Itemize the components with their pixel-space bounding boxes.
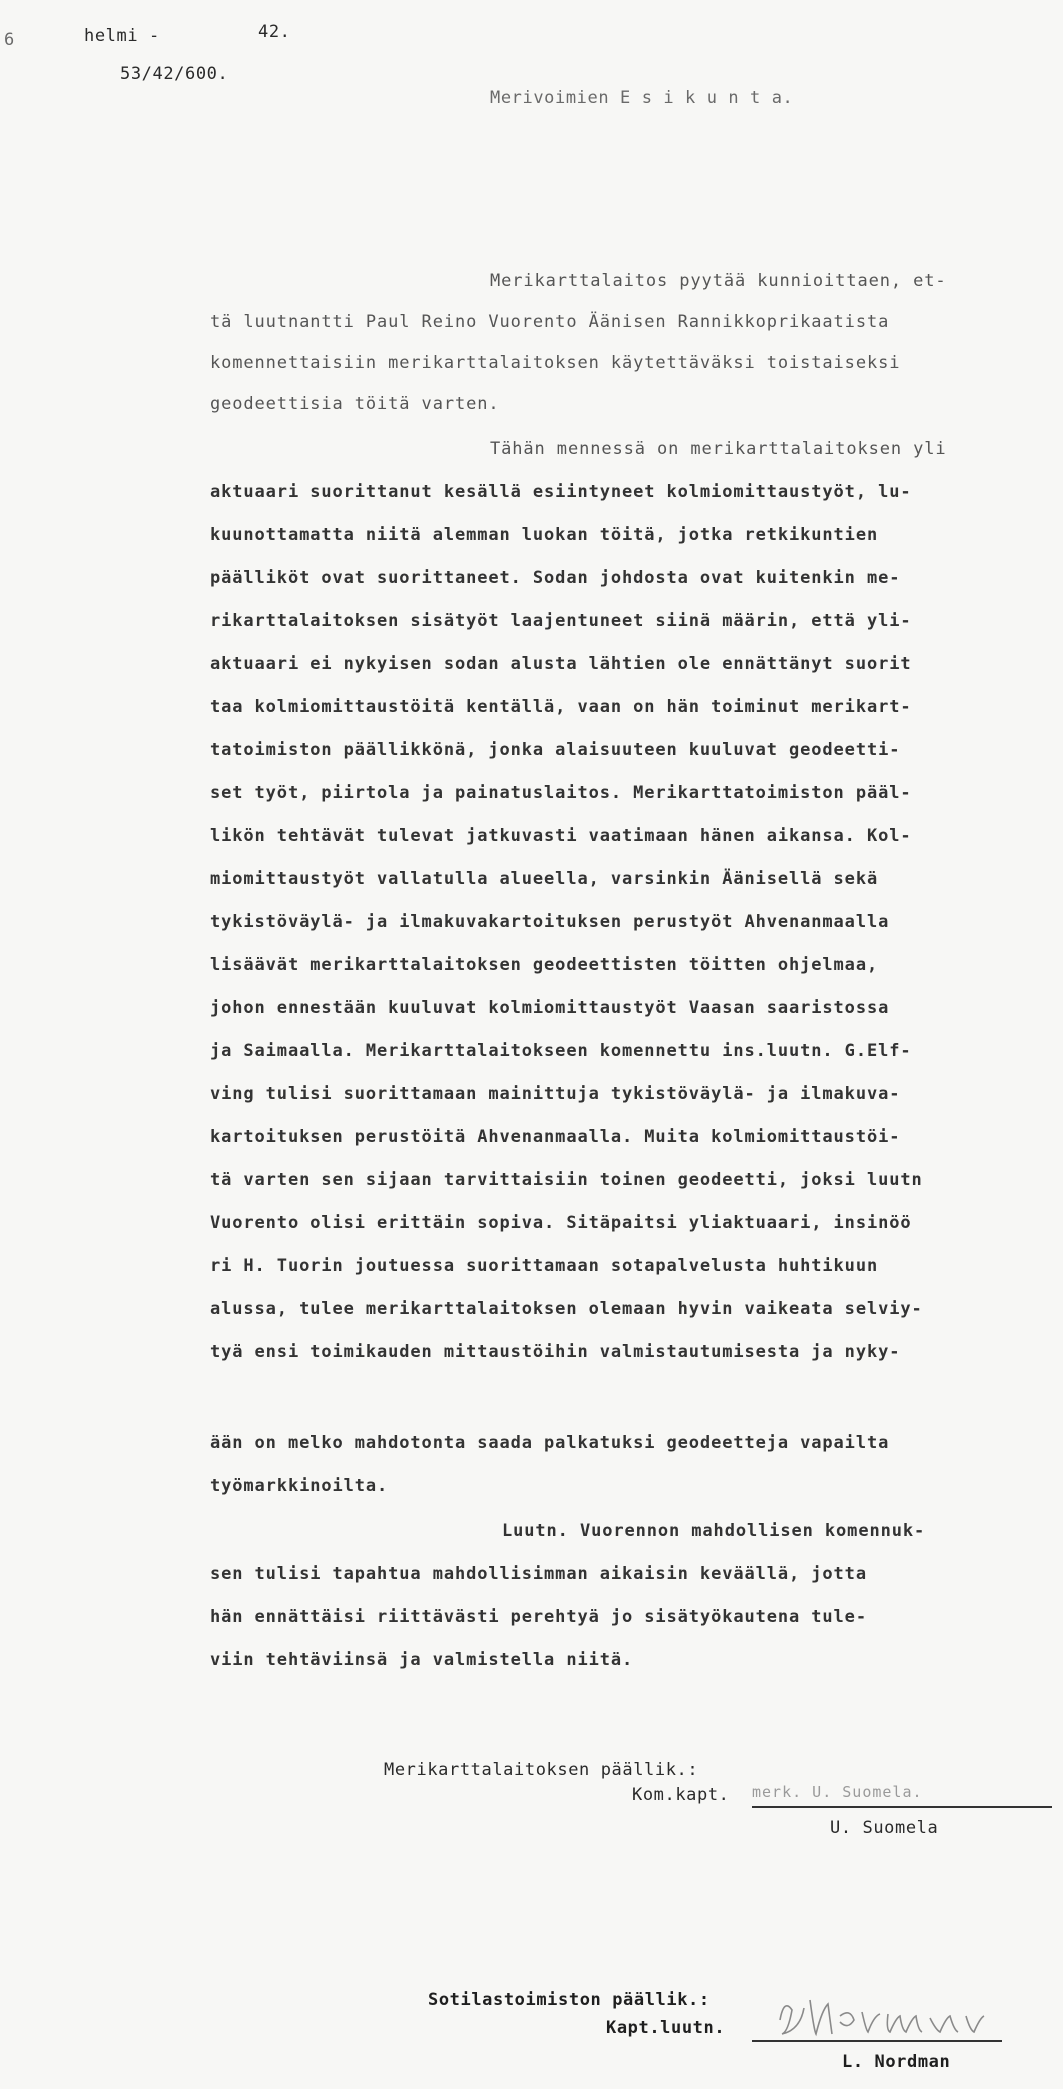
signatory-name: U. Suomela (830, 1818, 939, 1838)
text-line: komennettaisiin merikarttalaitoksen käytettäväksi toistaiseksi (210, 353, 901, 373)
text-line: rikarttalaitoksen sisätyöt laajentuneet siinä määrin, että yli- (210, 611, 912, 631)
text-line: johon ennestään kuuluvat kolmiomittaustyöt Vaasan saaristossa (210, 998, 890, 1018)
text-line: Merikarttalaitos pyytää kunnioittaen, et- (490, 271, 947, 291)
text-line: Luutn. Vuorennon mahdollisen komennuk- (502, 1521, 926, 1541)
text-line: päälliköt ovat suorittaneet. Sodan johdosta ovat kuitenkin me- (210, 568, 901, 588)
recipient: Merivoimien E s i k u n t a. (490, 88, 794, 108)
text-line: likön tehtävät tulevat jatkuvasti vaatimaan hänen aikansa. Kol- (210, 826, 912, 846)
signatory-office: Sotilastoimiston päällik.: (428, 1990, 710, 2010)
signature-stamp: merk. U. Suomela. (752, 1783, 923, 1801)
text-line: ja Saimaalla. Merikarttalaitokseen komennettu ins.luutn. G.Elf- (210, 1041, 912, 1061)
text-line: geodeettisia töitä varten. (210, 394, 500, 414)
text-line: ään on melko mahdotonta saada palkatuksi geodeetteja vapailta (210, 1433, 890, 1453)
text-line: aktuaari suorittanut kesällä esiintyneet kolmiomittaustyöt, lu- (210, 482, 912, 502)
text-line: tä varten sen sijaan tarvittaisiin toinen geodeetti, joksi luutn (210, 1170, 923, 1190)
text-line: hän ennättäisi riittävästi perehtyä jo sisätyökautena tule- (210, 1607, 867, 1627)
signatory-rank: Kapt.luutn. (606, 2018, 726, 2038)
text-line: lisäävät merikarttalaitoksen geodeettisten töitten ohjelmaa, (210, 955, 879, 975)
signatory-rank: Kom.kapt. (632, 1785, 730, 1805)
date-line: helmi - (84, 26, 160, 46)
text-line: viin tehtäviinsä ja valmistella niitä. (210, 1650, 634, 1670)
signatory-name: L. Nordman (842, 2052, 951, 2072)
text-line: set työt, piirtola ja painatuslaitos. Merikarttatoimiston pääl- (210, 783, 912, 803)
text-line: tyä ensi toimikauden mittaustöihin valmistautumisesta ja nyky- (210, 1342, 901, 1362)
text-line: miomittaustyöt vallatulla alueella, varsinkin Äänisellä sekä (210, 869, 879, 889)
text-line: tatoimiston päällikkönä, jonka alaisuuteen kuuluvat geodeetti- (210, 740, 901, 760)
text-line: tä luutnantti Paul Reino Vuorento Äänisen Rannikkoprikaatista (210, 312, 890, 332)
reference-number: 53/42/600. (120, 64, 229, 84)
text-line: alussa, tulee merikarttalaitoksen olemaan hyvin vaikeata selviy- (210, 1299, 923, 1319)
text-line: tykistöväylä- ja ilmakuvakartoituksen perustyöt Ahvenanmaalla (210, 912, 890, 932)
text-line: kartoituksen perustöitä Ahvenanmaalla. Muita kolmiomittaustöi- (210, 1127, 901, 1147)
year: 42. (258, 22, 291, 42)
text-line: taa kolmiomittaustöitä kentällä, vaan on hän toiminut merikart- (210, 697, 912, 717)
text-line: sen tulisi tapahtua mahdollisimman aikaisin keväällä, jotta (210, 1564, 867, 1584)
page-number: 6 (4, 30, 15, 50)
signatory-office: Merikarttalaitoksen päällik.: (384, 1760, 699, 1780)
text-line: työmarkkinoilta. (210, 1476, 389, 1496)
text-line: ving tulisi suorittamaan mainittuja tykistöväylä- ja ilmakuva- (210, 1084, 901, 1104)
text-line: Vuorento olisi erittäin sopiva. Sitäpaitsi yliaktuaari, insinöö (210, 1213, 912, 1233)
signature-line (752, 2040, 1002, 2042)
text-line: kuunottamatta niitä alemman luokan töitä, jotka retkikuntien (210, 525, 879, 545)
text-line: aktuaari ei nykyisen sodan alusta lähtien ole ennättänyt suorit (210, 654, 912, 674)
text-line: ri H. Tuorin joutuessa suorittamaan sotapalvelusta huhtikuun (210, 1256, 879, 1276)
text-line: Tähän mennessä on merikarttalaitoksen yli (490, 439, 947, 459)
signature-line (752, 1806, 1052, 1808)
